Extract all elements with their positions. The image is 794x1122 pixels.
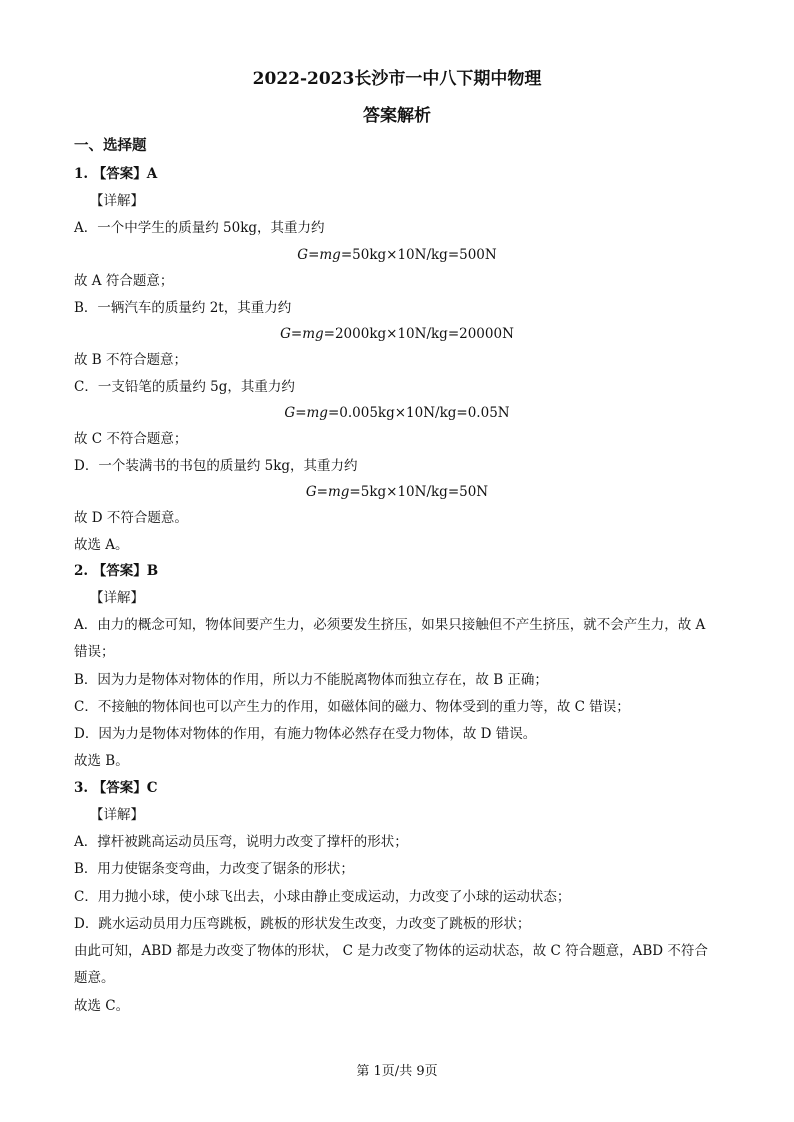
q1-conclusion-a: 故 A 符合题意； <box>74 273 174 289</box>
q1-option-b: B．一辆汽车的质量约 2t，其重力约 <box>74 300 292 316</box>
q3-choice: 故选 C。 <box>74 998 130 1014</box>
q3-option-d: D．跳水运动员用力压弯跳板，跳板的形状发生改变，力改变了跳板的形状； <box>74 916 531 932</box>
q1-option-d: D．一个装满书的书包的质量约 5kg，其重力约 <box>74 458 358 474</box>
q2-detail-label: 【详解】 <box>90 590 144 606</box>
q2-answer-heading: 2. 【答案】B <box>74 563 159 579</box>
q2-option-d: D．因为力是物体对物体的作用，有施力物体必然存在受力物体，故 D 错误。 <box>74 726 537 742</box>
q2-option-a-line2: 错误； <box>74 644 115 660</box>
q3-detail-label: 【详解】 <box>90 807 144 823</box>
page-number-footer: 第 1页/共 9页 <box>356 1064 438 1079</box>
q2-choice: 故选 B。 <box>74 753 129 769</box>
section-heading: 一、选择题 <box>74 137 147 154</box>
document-title: 2022-2023长沙市一中八下期中物理 <box>252 69 542 89</box>
q1-detail-label: 【详解】 <box>90 193 144 209</box>
q3-summary-line1: 由此可知，ABD 都是力改变了物体的形状， C 是力改变了物体的运动状态，故 C 符合题意，ABD 不符合 <box>74 943 708 959</box>
q1-answer-heading: 1. 【答案】A <box>74 166 158 182</box>
q2-option-b: B．因为力是物体对物体的作用，所以力不能脱离物体而独立存在，故 B 正确； <box>74 672 548 688</box>
q1-choice: 故选 A。 <box>74 537 129 553</box>
document-subtitle: 答案解析 <box>363 106 431 126</box>
q1-conclusion-b: 故 B 不符合题意； <box>74 352 188 368</box>
q2-option-a-line1: A．由力的概念可知，物体间要产生力，必须要发生挤压，如果只接触但不产生挤压，就不会产生力，故 A <box>74 617 706 633</box>
q1-equation-a: G=mg=50kg×10N/kg=500N <box>297 247 497 263</box>
q1-equation-c: G=mg=0.005kg×10N/kg=0.05N <box>284 405 510 421</box>
q1-conclusion-d: 故 D 不符合题意。 <box>74 510 188 526</box>
q1-option-a: A．一个中学生的质量约 50kg，其重力约 <box>74 220 325 236</box>
q1-equation-b: G=mg=2000kg×10N/kg=20000N <box>280 326 514 342</box>
q3-summary-line2: 题意。 <box>74 970 115 986</box>
q3-option-b: B．用力使锯条变弯曲，力改变了锯条的形状； <box>74 861 354 877</box>
q3-option-c: C．用力抛小球，使小球飞出去，小球由静止变成运动，力改变了小球的运动状态； <box>74 889 571 905</box>
q3-option-a: A．撑杆被跳高运动员压弯，说明力改变了撑杆的形状； <box>74 834 408 850</box>
q1-equation-d: G=mg=5kg×10N/kg=50N <box>305 484 489 500</box>
q2-option-c: C．不接触的物体间也可以产生力的作用，如磁体间的磁力、物体受到的重力等，故 C 错误； <box>74 699 630 715</box>
q3-answer-heading: 3. 【答案】C <box>74 780 158 796</box>
q1-conclusion-c: 故 C 不符合题意； <box>74 431 188 447</box>
q1-option-c: C．一支铅笔的质量约 5g，其重力约 <box>74 379 295 395</box>
